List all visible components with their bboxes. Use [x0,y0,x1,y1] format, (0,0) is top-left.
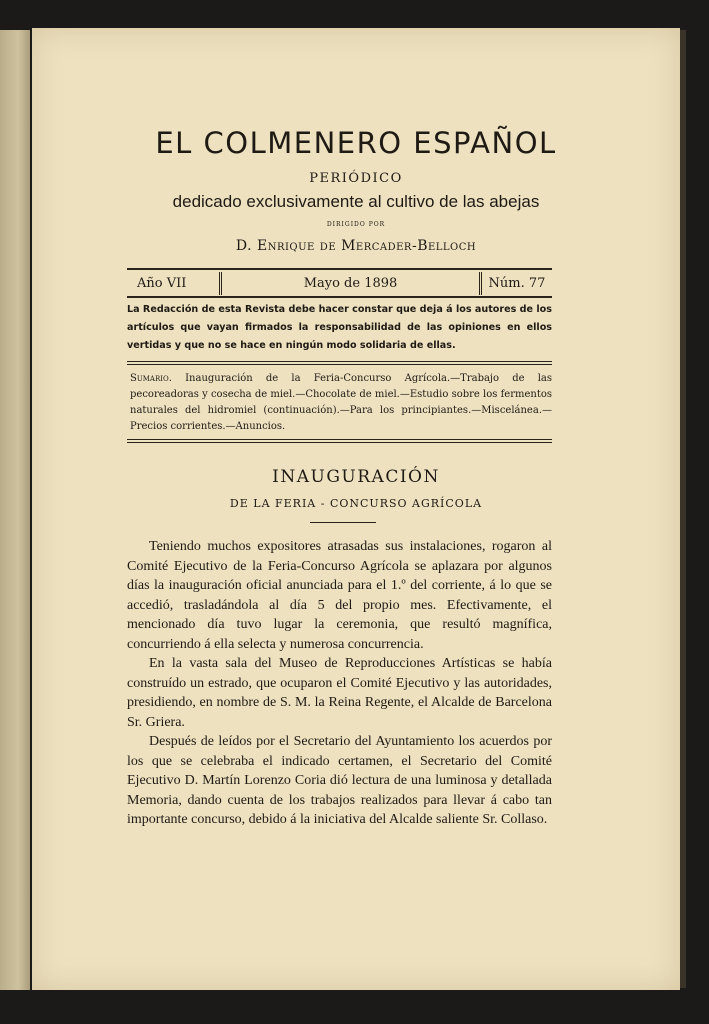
page-shadow-edge [680,30,686,988]
journal-subtitle: dedicado exclusivamente al cultivo de las abejas [172,192,540,211]
journal-title: EL COLMENERO ESPAÑOL [155,126,557,160]
dirigido-label: DIRIGIDO POR [326,221,386,228]
header-rule-bottom [127,296,552,298]
issue-number: Núm. 77 [488,276,546,291]
summary-rule-1 [127,439,552,440]
article-body [127,537,552,830]
article-paragraph: En la vasta sala del Museo de Reproducciones Artísticas se había construído un estrado, que ocuparon el Comité Ejecutivo y las autoridades, presidiendo, en nombre de S. M. la Reina Regente, el Alcalde de Barcelona Sr. Griera. [127,656,552,730]
article-title-rule [310,522,376,523]
journal-page [32,28,680,990]
director-name: D. Enrique de Mercader-Belloch [235,238,477,254]
article-subtitle: DE LA FERIA - CONCURSO AGRÍCOLA [229,497,483,510]
previous-page-edge [0,30,30,990]
summary [130,371,552,435]
issue-date: Mayo de 1898 [222,272,482,295]
summary-text: Inauguración de la Feria-Concurso Agrícola.—Trabajo de las pecoreadoras y cosecha de miel.—Chocolate de miel.—Estudio sobre los fermentos naturales del hidromiel (continuación).—Para los principiantes.—Miscelánea.—Precios corrientes.—Anuncios. [130,373,552,432]
issue-year: Año VII [127,272,222,295]
issue-info-bar [127,272,552,295]
summary-label: Sumario. [130,373,172,384]
header-rule-top [127,268,552,270]
editorial-notice: La Redacción de esta Revista debe hacer constar que deja á los autores de los artículos que vayan firmados la responsabilidad de las opiniones en ellos vertidas y que no se hace en ningún modo solidaria de ellas. [127,304,552,351]
periodico-label: PERIÓDICO [309,171,403,186]
article-paragraph: Teniendo muchos expositores atrasadas sus instalaciones, rogaron al Comité Ejecutivo de la Feria-Concurso Agrícola se aplazara por algunos días la inauguración oficial anunciada para el 1.º del corriente, á lo que se accedió, trasladándola al día 5 del propio mes. Efectivamente, el mencionado día tuvo lugar la ceremonia, que resultó magnífica, concurriendo á ella selecta y numerosa concurrencia. [127,539,552,652]
summary-rule-2 [127,442,552,443]
notice-rule-1 [127,361,552,362]
notice-rule-2 [127,364,552,365]
article-paragraph: Después de leídos por el Secretario del Ayuntamiento los acuerdos por los que se celebraba el indicado certamen, el Secretario del Comité Ejecutivo D. Martín Lorenzo Coria dió lectura de una luminosa y detallada Memoria, dando cuenta de los trabajos realizados para llevar á cabo tan importante concurso, debido á la iniciativa del Alcalde saliente Sr. Collaso. [127,734,552,827]
article-title: INAUGURACIÓN [272,467,440,487]
